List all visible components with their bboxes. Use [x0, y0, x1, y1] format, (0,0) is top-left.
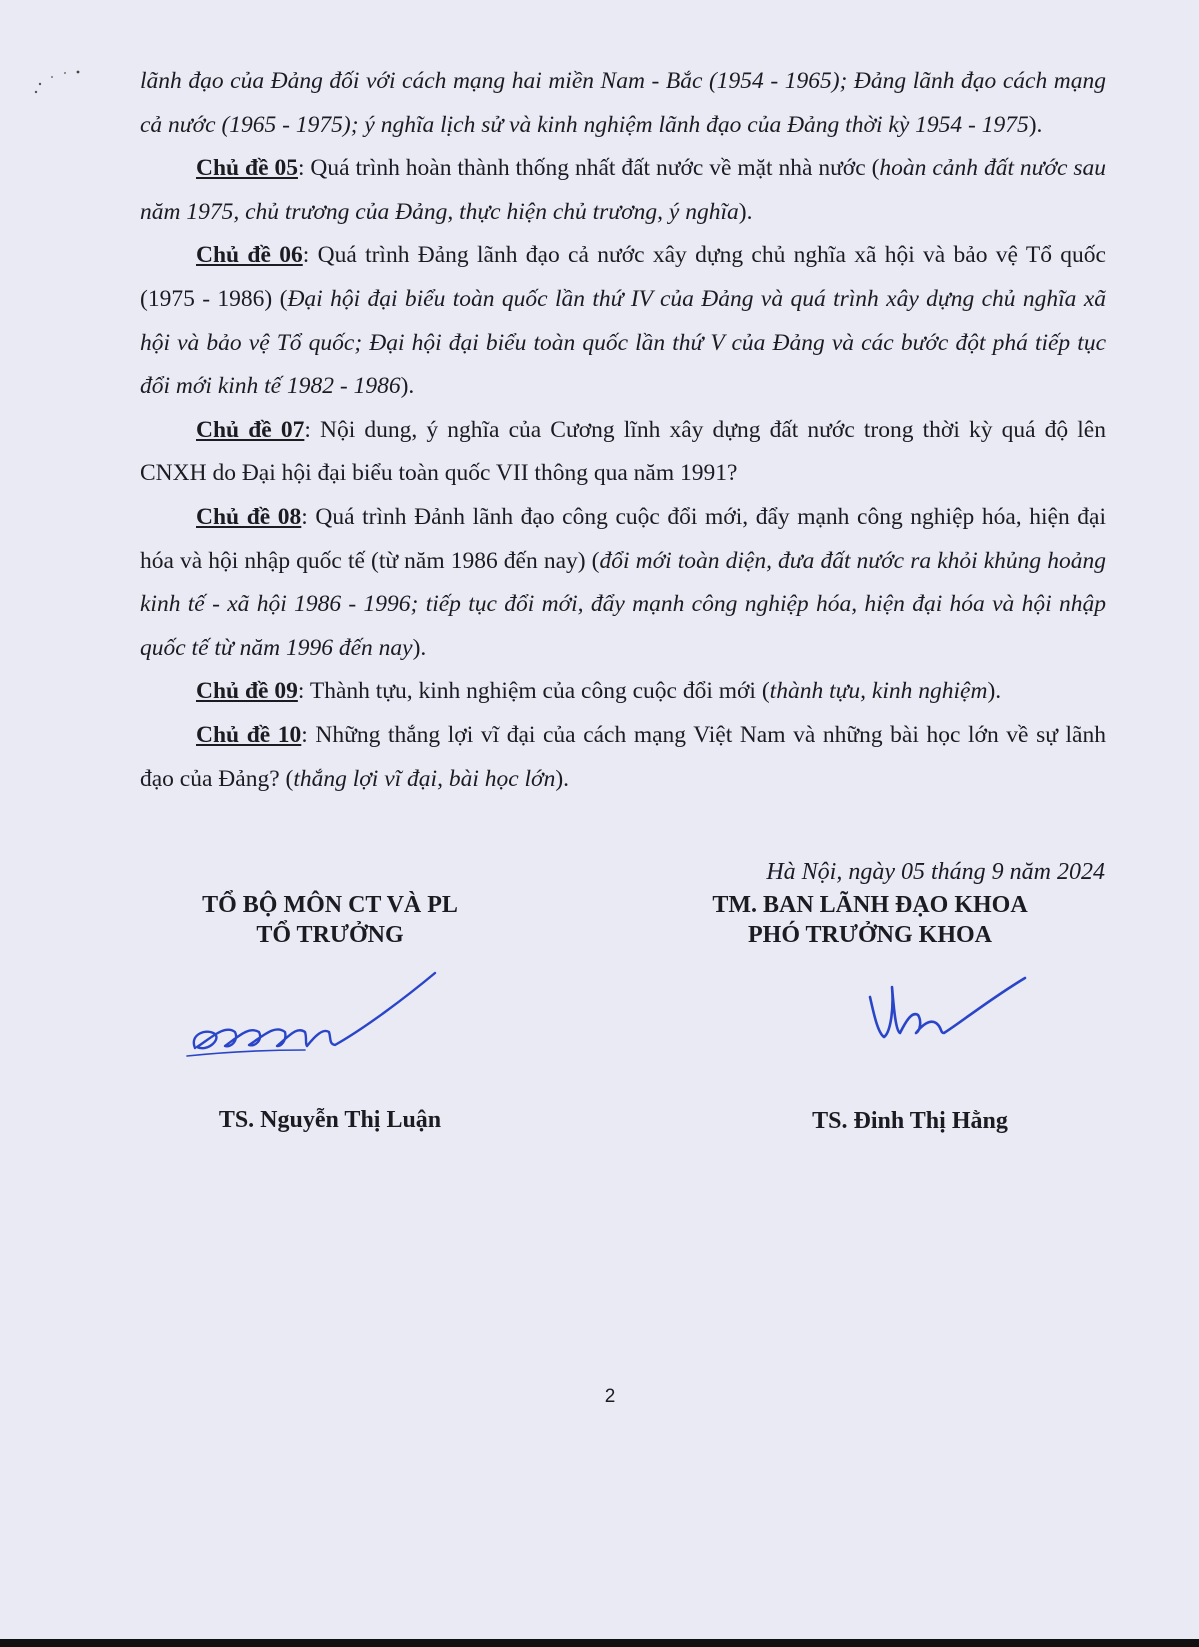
topic-paragraph-06 — [140, 234, 1106, 408]
document-body — [140, 60, 1106, 801]
topic-text: : Quá trình Đảnh lãnh đạo công cuộc đổi mới, đẩy mạnh công nghiệp hóa, hiện đại hóa và hội nhập quốc tế (từ năm 1986 đến nay) ( — [140, 503, 1106, 574]
right-handwritten-signature — [860, 975, 1030, 1055]
topic-text: : Thành tựu, kinh nghiệm của công cuộc đổi mới ( — [297, 678, 770, 705]
lead-paragraph — [140, 60, 1106, 147]
topic-label: Chủ đề 05 — [196, 155, 298, 182]
right-org: TM. BAN LÃNH ĐẠO KHOA — [712, 892, 1028, 918]
topic-label: Chủ đề 06 — [196, 242, 303, 269]
date-line: Hà Nội, ngày 05 tháng 9 năm 2024 — [766, 859, 1105, 885]
right-signer-name: TS. Đinh Thị Hằng — [812, 1108, 1008, 1134]
topic-tail: ). — [412, 634, 427, 661]
topic-text: : Những thắng lợi vĩ đại của cách mạng Việt Nam và những bài học lớn về sự lãnh đạo của Đảng? ( — [140, 721, 1106, 792]
left-signer-name: TS. Nguyễn Thị Luận — [218, 1107, 442, 1133]
topic-label: Chủ đề 09 — [196, 678, 298, 705]
left-signature-block — [150, 890, 510, 950]
scan-bottom-edge — [0, 1639, 1199, 1647]
scan-speck — [30, 66, 90, 96]
topic-paragraph-08 — [140, 496, 1106, 670]
page-number: 2 — [604, 1386, 616, 1407]
topic-italic: thành tựu, kinh nghiệm — [769, 678, 988, 705]
topic-paragraph-05 — [140, 147, 1106, 234]
topic-text: : Quá trình hoàn thành thống nhất đất nước về mặt nhà nước ( — [297, 155, 880, 182]
topic-tail: ). — [400, 373, 415, 400]
left-handwritten-signature — [185, 968, 445, 1063]
topic-italic: hoàn cảnh đất nước sau năm 1975, chủ trương của Đảng, thực hiện chủ trương, ý nghĩa — [140, 155, 1106, 225]
topic-paragraph-10 — [140, 714, 1106, 801]
topic-tail: ). — [738, 198, 753, 225]
topic-italic: Đại hội đại biểu toàn quốc lần thứ IV của Đảng và quá trình xây dựng chủ nghĩa xã hội và bảo vệ Tổ quốc; Đại hội đại biểu toàn quốc lần thứ V của Đảng và các bước đột phá tiếp tục đổi mới kinh tế 1982 - 1986 — [140, 285, 1106, 400]
topic-tail: ). — [987, 678, 1002, 705]
left-org: TỔ BỘ MÔN CT VÀ PL — [202, 892, 458, 918]
topic-label: Chủ đề 08 — [196, 503, 302, 530]
topic-tail: ). — [555, 765, 570, 792]
right-title: PHÓ TRƯỞNG KHOA — [747, 922, 992, 948]
left-title: TỔ TRƯỞNG — [256, 922, 404, 948]
topic-label: Chủ đề 10 — [196, 721, 302, 748]
topic-italic: đổi mới toàn diện, đưa đất nước ra khỏi khủng hoảng kinh tế - xã hội 1986 - 1996; tiếp tục đổi mới, đẩy mạnh công nghiệp hóa, hiện đại hóa và hội nhập quốc tế từ năm 1996 đến nay — [140, 547, 1106, 661]
topic-italic: thắng lợi vĩ đại, bài học lớn — [293, 765, 556, 792]
topic-paragraph-09 — [140, 670, 1106, 714]
right-signature-block — [655, 890, 1085, 950]
lead-text: lãnh đạo của Đảng đối với cách mạng hai miền Nam - Bắc (1954 - 1965); Đảng lãnh đạo cách mạng cả nước (1965 - 1975); ý nghĩa lịch sử và kinh nghiệm lãnh đạo của Đảng thời kỳ 1954 - 1975 — [140, 68, 1106, 138]
lead-tail: ). — [1028, 111, 1043, 138]
topic-text: : Quá trình Đảng lãnh đạo cả nước xây dựng chủ nghĩa xã hội và bảo vệ Tổ quốc (1975 - 1986) ( — [140, 242, 1106, 312]
topic-text: : Nội dung, ý nghĩa của Cương lĩnh xây dựng đất nước trong thời kỳ quá độ lên CNXH do Đại hội đại biểu toàn quốc VII thông qua năm 1991? — [140, 416, 1106, 487]
topic-label: Chủ đề 07 — [196, 416, 305, 443]
topic-paragraph-07 — [140, 409, 1106, 496]
